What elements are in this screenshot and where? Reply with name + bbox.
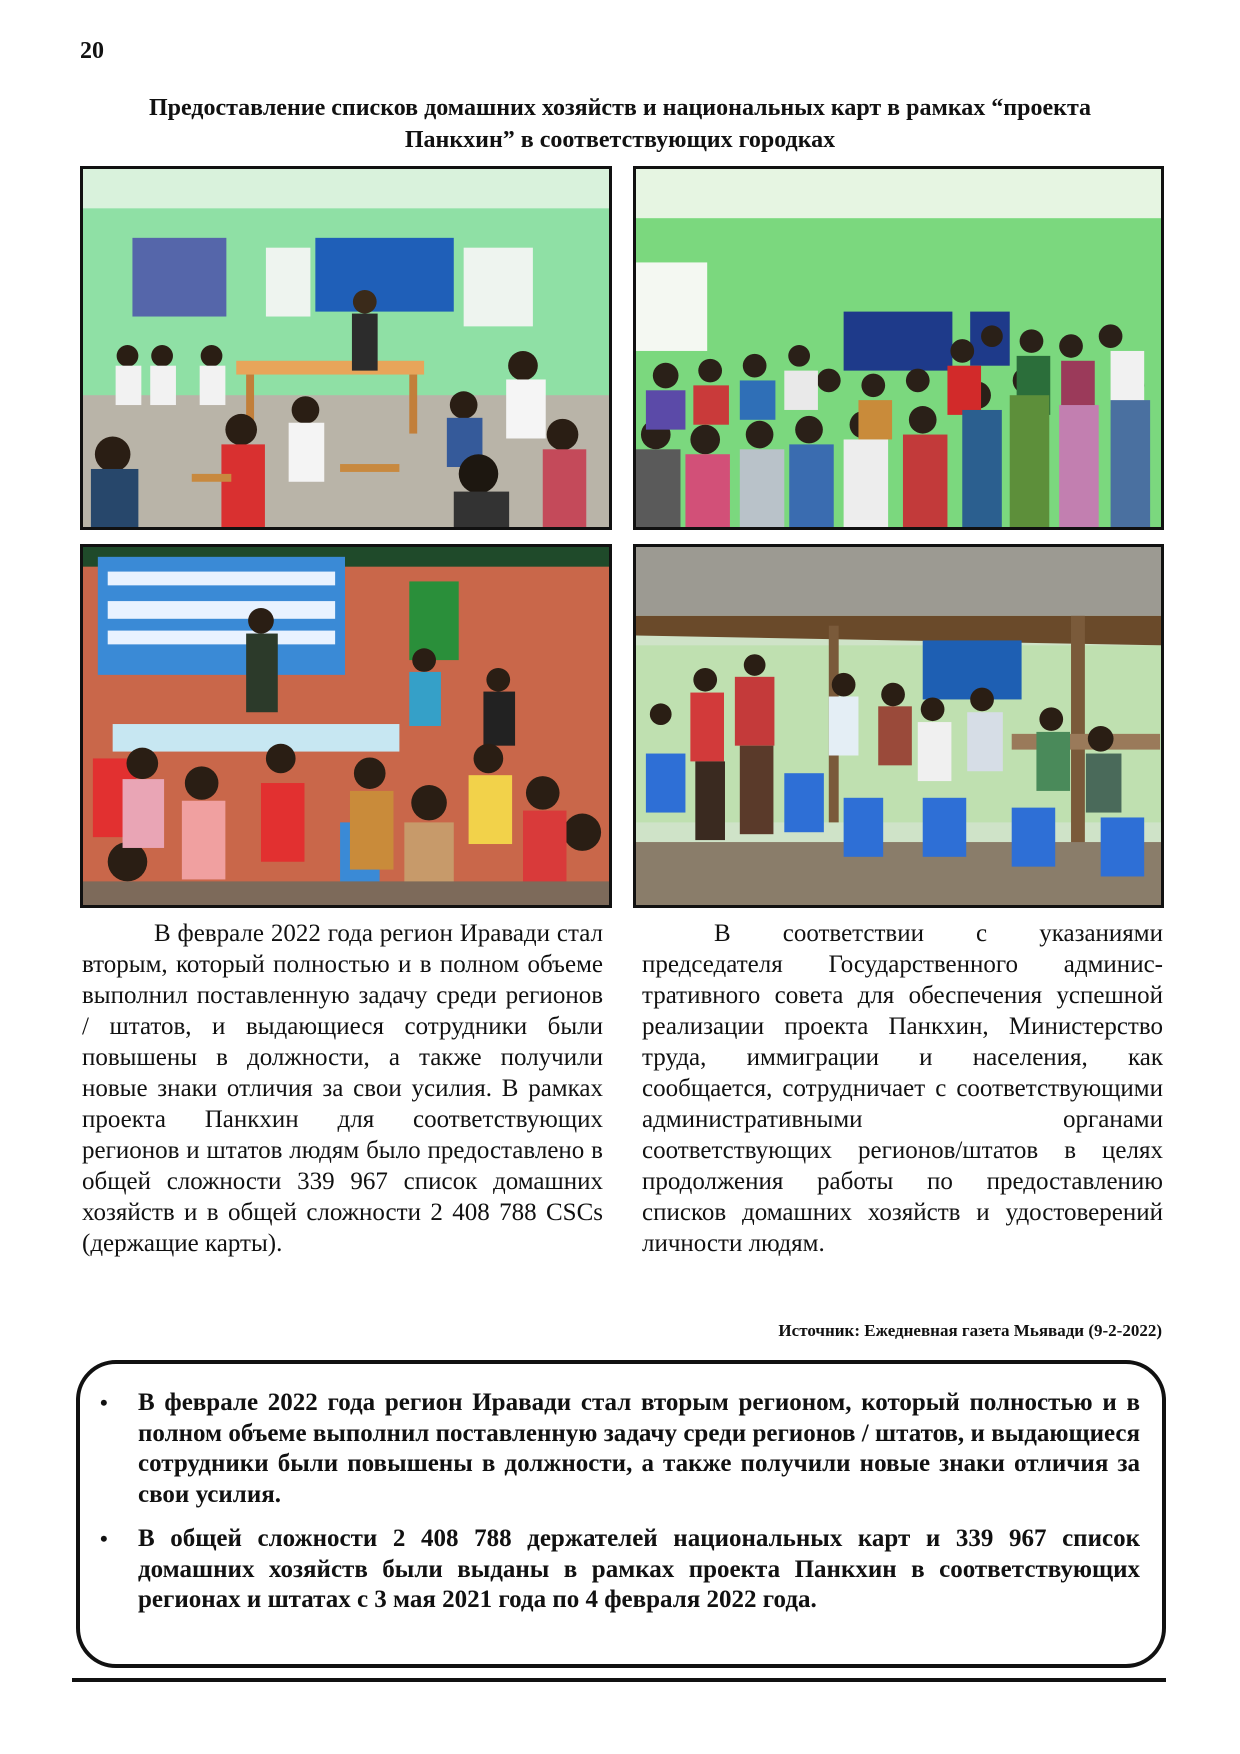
bullet-icon: • (100, 1526, 108, 1551)
summary-list (98, 1388, 1140, 1630)
source-credit: Источник: Ежедневная газета Мьявади (9-2-2022) (778, 1321, 1162, 1340)
photo-crowd-in-hall (633, 166, 1164, 530)
photo-outdoor-meeting-banner (80, 544, 612, 908)
summary-item-text: В феврале 2022 года регион Иравади стал вторым регионом, который полностью и в полном объеме выполнил поставленную задачу среди регионов / штатов, и выдающиеся сотрудники были повышены в должности, а также получили новые знаки отличия за свои усилия. (138, 1389, 1140, 1508)
summary-item (98, 1388, 1140, 1510)
page-title: Предоставление списков домашних хозяйств и национальных карт в рамках “проекта Панкхин” в соответствующих городках (148, 95, 1092, 153)
photo-shelter-meeting (633, 544, 1164, 908)
bottom-rule (72, 1678, 1166, 1682)
photo-classroom-meeting (80, 166, 612, 530)
summary-item-text: В общей сложности 2 408 788 держателей национальных карт и 339 967 список домашних хозяйств были выданы в рамках проекта Панкхин в соответствующих регионах и штатах с 3 мая 2021 года по 4 февраля 2022 года. (138, 1525, 1140, 1613)
summary-box (76, 1360, 1166, 1668)
article-left-paragraph: В феврале 2022 года регион Иравади стал вторым, который полностью и в полном объеме выполнил поставленную задачу среди регионов / штатов, и выдающиеся сотрудники были повышены в должности, а также получили новые знаки отличия за свои усилия. В рамках проекта Панкхин для соответствующих регионов и штатов людям было предоставлено в общей сложности 339 967 список домашних хозяйств и в общей сложности 2 408 788 CSCs (держащие карты). (82, 920, 603, 1257)
article-right-paragraph: В соответствии с указаниями председателя Государственного административного совета для обеспечения успешной реализации проекта Панкхин, Министерство труда, иммиграции и населения, как сообщается, сотрудничает с соответствующими административными органами соответствующих регионов/штатов в целях продолжения работы по предоставлению списков домашних хозяйств и удостоверений личности людям. (642, 920, 1163, 1257)
summary-item (98, 1524, 1140, 1616)
bullet-icon: • (100, 1390, 108, 1415)
page-number: 20 (80, 38, 104, 64)
article-right-column (642, 918, 1163, 1259)
article-left-column (82, 918, 603, 1259)
